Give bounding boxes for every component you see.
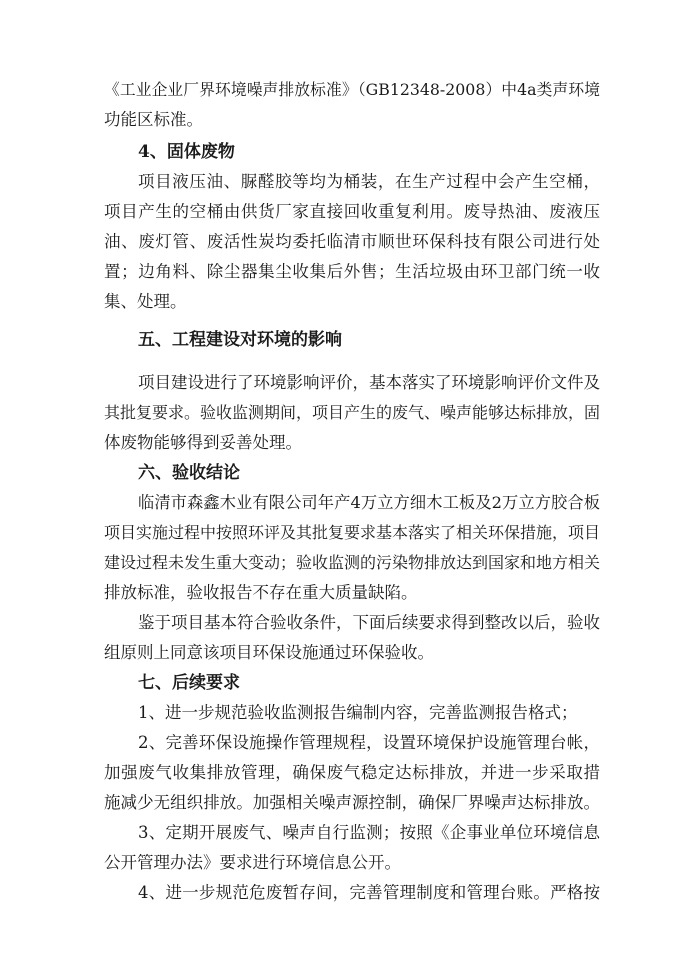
section-5-body — [104, 368, 600, 458]
text-line: 施减少无组织排放。加强相关噪声源控制，确保厂界噪声达标排放。 — [104, 793, 600, 812]
text-line: 功能区标准。 — [104, 110, 203, 129]
text-line: 2、完善环保设施操作管理规程，设置环境保护设施管理台帐， — [138, 733, 600, 752]
text-line: 排放标准，验收报告不存在重大质量缺陷。 — [104, 583, 418, 602]
text-line: 油、废灯管、废活性炭均委托临清市顺世环保科技有限公司进行处 — [104, 232, 600, 251]
text-line: 1、进一步规范验收监测报告编制内容，完善监测报告格式； — [138, 703, 578, 722]
text-line: 项目实施过程中按照环评及其批复要求基本落实了相关环保措施，项目 — [104, 523, 600, 542]
section-5 — [104, 325, 600, 355]
text-line: 项目液压油、脲醛胶等均为桶装，在生产过程中会产生空桶， — [138, 172, 600, 191]
text-line: 临清市森鑫木业有限公司年产4万立方细木工板及2万立方胶合板 — [138, 493, 600, 512]
text-line: 集、处理。 — [104, 292, 187, 311]
text-line: 公开管理办法》要求进行环境信息公开。 — [104, 853, 401, 872]
noise-standard-paragraph — [104, 75, 600, 135]
text-line: 项目建设进行了环境影响评价，基本落实了环境影响评价文件及 — [138, 373, 600, 392]
text-line: 组原则上同意该项目环保设施通过环保验收。 — [104, 643, 434, 662]
section-heading: 七、后续要求 — [138, 673, 240, 693]
section-heading: 五、工程建设对环境的影响 — [138, 330, 342, 350]
section-6 — [104, 458, 600, 668]
text-line: 建设过程未发生重大变动；验收监测的污染物排放达到国家和地方相关 — [104, 553, 600, 572]
text-line: 《工业企业厂界环境噪声排放标准》（GB12348-2008）中4a类声环境 — [104, 80, 600, 99]
text-line: 置；边角料、除尘器集尘收集后外售；生活垃圾由环卫部门统一收 — [104, 262, 600, 281]
section-7 — [104, 668, 600, 908]
text-line: 加强废气收集排放管理，确保废气稳定达标排放，并进一步采取措 — [104, 763, 600, 782]
solid-waste-section — [104, 137, 600, 317]
text-line: 3、定期开展废气、噪声自行监测；按照《企事业单位环境信息 — [138, 823, 600, 842]
text-line: 体废物能够得到妥善处理。 — [104, 433, 302, 452]
text-line: 鉴于项目基本符合验收条件，下面后续要求得到整改以后，验收 — [138, 613, 600, 632]
section-heading: 六、验收结论 — [138, 463, 240, 483]
text-line: 项目产生的空桶由供货厂家直接回收重复利用。废导热油、废液压 — [104, 202, 600, 221]
text-line: 其批复要求。验收监测期间，项目产生的废气、噪声能够达标排放，固 — [104, 403, 600, 422]
text-line: 4、进一步规范危废暂存间，完善管理制度和管理台账。严格按 — [138, 883, 600, 902]
section-heading: 4、固体废物 — [138, 142, 235, 162]
